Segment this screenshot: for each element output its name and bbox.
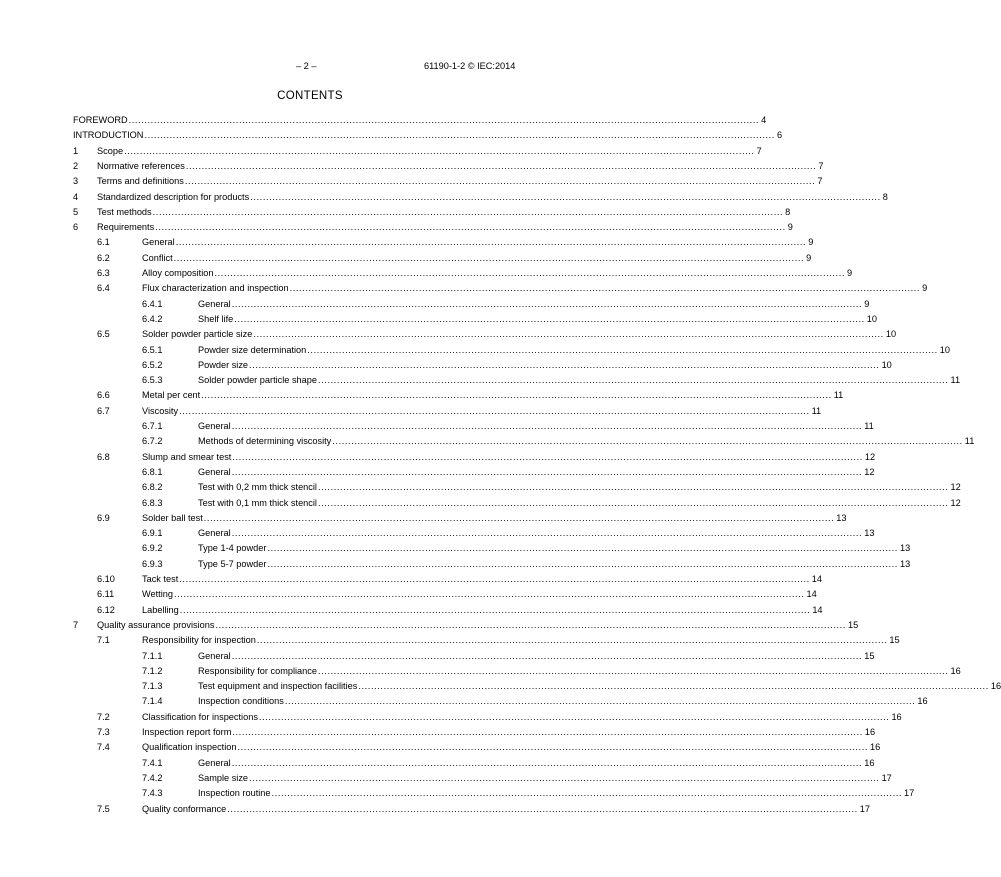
toc-entry[interactable] xyxy=(0,619,859,631)
toc-entry[interactable] xyxy=(0,389,844,401)
toc-entry-title: Responsibility for inspection xyxy=(142,635,256,646)
toc-entry-title: Conflict xyxy=(142,252,173,263)
toc-entry-number: 6.9.3 xyxy=(142,558,163,569)
toc-entry-page: 14 xyxy=(806,589,817,600)
toc-entry-title: Inspection report form xyxy=(142,727,232,737)
toc-entry[interactable] xyxy=(0,803,871,815)
toc-entry-page: 16 xyxy=(917,696,928,707)
toc-entry-title: Classification for inspections xyxy=(142,711,258,722)
toc-entry-number: 6.6 xyxy=(97,390,110,401)
toc-entry-number: 6.7 xyxy=(97,405,110,416)
document-identifier: 61190-1-2 © IEC:2014 xyxy=(424,61,516,71)
toc-entry-title: Test with 0,2 mm thick stencil xyxy=(198,482,317,493)
toc-entry[interactable] xyxy=(0,129,783,141)
toc-leader-dots: ........................................................................................................................................................................................................ xyxy=(128,115,760,125)
toc-entry-title: Quality conformance xyxy=(142,803,227,814)
toc-leader-dots: ........................................................................................................................................................................................................ xyxy=(307,344,938,355)
toc-entry[interactable] xyxy=(0,665,961,677)
toc-entry[interactable] xyxy=(0,420,874,432)
toc-entry-title: Labelling xyxy=(142,604,179,615)
toc-entry-number: 7.4.1 xyxy=(142,757,163,768)
toc-leader-dots: ........................................................................................................................................................................................................ xyxy=(152,206,784,217)
toc-entry-number: 6.1 xyxy=(97,237,110,248)
toc-entry-number: 6.4 xyxy=(97,283,110,294)
toc-entry-title: Test methods xyxy=(97,206,152,217)
toc-entry-page: 9 xyxy=(922,283,928,294)
toc-entry-number: 6.4.1 xyxy=(142,298,163,309)
toc-leader-dots: ........................................................................................................................................................................................................ xyxy=(124,145,755,156)
toc-entry-page: 10 xyxy=(885,329,897,340)
toc-entry-page: 9 xyxy=(787,222,793,233)
toc-entry-title: Alloy composition xyxy=(142,268,214,278)
toc-entry[interactable] xyxy=(0,741,881,753)
toc-entry-page: 16 xyxy=(950,665,961,676)
toc-entry-title: Methods of determining viscosity xyxy=(198,436,332,447)
toc-leader-dots: ........................................................................................................................................................................................................ xyxy=(237,742,868,753)
toc-entry-number: 7.1 xyxy=(97,635,110,646)
toc-entry[interactable] xyxy=(0,481,961,493)
toc-leader-dots: ........................................................................................................................................................................................................ xyxy=(317,665,949,676)
toc-entry[interactable] xyxy=(0,328,897,340)
toc-leader-dots: ........................................................................................................................................................................................................ xyxy=(155,222,786,233)
toc-entry-page: 7 xyxy=(817,176,823,187)
toc-leader-dots: ........................................................................................................................................................................................................ xyxy=(249,772,880,783)
toc-leader-dots: ........................................................................................................................................................................................................ xyxy=(256,635,888,646)
toc-leader-dots: ........................................................................................................................................................................................................ xyxy=(249,359,880,370)
toc-entry-title: Solder powder particle shape xyxy=(198,375,317,386)
toc-leader-dots: ........................................................................................................................................................................................................ xyxy=(267,558,898,569)
toc-entry[interactable] xyxy=(0,527,875,539)
toc-entry[interactable] xyxy=(0,175,823,187)
toc-leader-dots: ........................................................................................................................................................................................................ xyxy=(358,681,989,692)
toc-entry-number: 6.8.1 xyxy=(142,466,163,477)
toc-entry-page: 12 xyxy=(950,482,961,493)
toc-leader-dots: ........................................................................................................................................................................................................ xyxy=(232,727,863,737)
toc-entry-number: 7.3 xyxy=(97,727,110,737)
toc-entry[interactable] xyxy=(0,512,847,524)
toc-entry-page: 13 xyxy=(899,543,911,554)
toc-entry[interactable] xyxy=(0,145,762,157)
toc-entry-title: General xyxy=(198,298,231,309)
toc-entry[interactable] xyxy=(0,634,900,646)
toc-entry-number: 6.8.2 xyxy=(142,482,163,493)
toc-entry-title: Slump and smear test xyxy=(142,451,232,462)
toc-entry-number: 4 xyxy=(73,191,79,202)
toc-entry[interactable] xyxy=(0,680,1001,692)
toc-entry-page: 10 xyxy=(939,344,951,355)
toc-entry-number: 6.8.3 xyxy=(142,497,163,508)
toc-entry-number: 6.5.3 xyxy=(142,375,163,386)
toc-entry-page: 8 xyxy=(785,206,791,217)
toc-entry[interactable] xyxy=(0,359,892,371)
toc-entry[interactable] xyxy=(0,497,961,509)
toc-entry[interactable] xyxy=(0,344,951,356)
toc-entry-number: 5 xyxy=(73,206,79,217)
toc-entry-title: Normative references xyxy=(97,160,185,171)
toc-entry-number: 7.4.3 xyxy=(142,788,163,799)
toc-entry-title: Powder size xyxy=(198,359,249,370)
toc-entry-title: General xyxy=(198,650,231,661)
toc-entry-page: 11 xyxy=(964,436,975,447)
toc-entry-number: 6.9 xyxy=(97,512,110,523)
toc-entry-page: 4 xyxy=(761,115,767,125)
toc-entry-number: 6.3 xyxy=(97,268,110,278)
toc-entry[interactable] xyxy=(0,435,975,447)
toc-entry-number: 6.8 xyxy=(97,451,110,462)
toc-entry-title: Test with 0,1 mm thick stencil xyxy=(198,497,317,508)
toc-entry-title: Type 1-4 powder xyxy=(198,543,267,554)
toc-entry[interactable] xyxy=(0,772,892,784)
toc-leader-dots: ........................................................................................................................................................................................................ xyxy=(271,788,903,799)
toc-entry-page: 15 xyxy=(889,635,900,646)
toc-entry-page: 17 xyxy=(859,803,871,814)
toc-entry[interactable] xyxy=(0,298,870,310)
toc-entry-number: 7.4 xyxy=(97,742,110,753)
toc-entry[interactable] xyxy=(0,252,812,264)
toc-entry-page: 14 xyxy=(811,574,823,584)
contents-title: CONTENTS xyxy=(277,90,343,102)
toc-entry-number: 2 xyxy=(73,160,79,171)
toc-leader-dots: ........................................................................................................................................................................................................ xyxy=(214,268,846,278)
toc-entry-title: Type 5-7 powder xyxy=(198,558,267,569)
toc-leader-dots: ........................................................................................................................................................................................................ xyxy=(231,421,863,431)
toc-entry[interactable] xyxy=(0,650,875,662)
toc-entry-title: INTRODUCTION xyxy=(73,130,144,141)
toc-entry-number: 7.2 xyxy=(97,711,110,722)
toc-entry-title: Responsibility for compliance xyxy=(198,665,317,676)
toc-leader-dots: ........................................................................................................................................................................................................ xyxy=(227,803,858,814)
toc-entry-page: 10 xyxy=(881,359,892,370)
toc-entry-number: 7.5 xyxy=(97,803,110,814)
toc-entry-number: 6.7.1 xyxy=(142,421,163,431)
toc-entry[interactable] xyxy=(0,221,793,233)
toc-entry-title: General xyxy=(198,421,231,431)
toc-leader-dots: ........................................................................................................................................................................................................ xyxy=(173,589,805,600)
toc-entry-page: 11 xyxy=(950,375,961,386)
toc-entry-page: 11 xyxy=(864,421,874,431)
toc-entry-page: 8 xyxy=(882,191,888,202)
toc-entry[interactable] xyxy=(0,236,814,248)
toc-leader-dots: ........................................................................................................................................................................................................ xyxy=(173,252,805,263)
toc-entry[interactable] xyxy=(0,711,902,723)
toc-entry-number: 1 xyxy=(73,145,79,156)
toc-leader-dots: ........................................................................................................................................................................................................ xyxy=(317,482,949,493)
toc-leader-dots: ........................................................................................................................................................................................................ xyxy=(203,512,835,523)
toc-entry[interactable] xyxy=(0,114,767,126)
toc-entry-number: 3 xyxy=(73,176,79,187)
toc-entry-page: 11 xyxy=(811,405,822,416)
toc-entry[interactable] xyxy=(0,726,876,738)
toc-entry-page: 7 xyxy=(756,145,762,156)
toc-leader-dots: ........................................................................................................................................................................................................ xyxy=(232,451,863,462)
toc-leader-dots: ........................................................................................................................................................................................................ xyxy=(231,466,863,477)
toc-entry[interactable] xyxy=(0,588,817,600)
toc-leader-dots: ........................................................................................................................................................................................................ xyxy=(215,619,846,630)
toc-entry-number: 6.5.1 xyxy=(142,344,163,355)
toc-entry[interactable] xyxy=(0,451,876,463)
toc-entry-page: 11 xyxy=(833,390,844,401)
toc-leader-dots: ........................................................................................................................................................................................................ xyxy=(185,160,817,171)
toc-entry-page: 16 xyxy=(864,727,876,737)
toc-entry-page: 14 xyxy=(812,604,823,615)
toc-entry-title: Scope xyxy=(97,145,124,156)
toc-entry-number: 6.2 xyxy=(97,252,110,263)
toc-entry-title: Metal per cent xyxy=(142,390,201,401)
toc-entry-title: General xyxy=(198,466,231,477)
toc-entry-title: Inspection conditions xyxy=(198,696,284,707)
toc-entry-page: 9 xyxy=(808,237,814,248)
toc-entry-title: Wetting xyxy=(142,589,173,600)
toc-entry-page: 10 xyxy=(866,313,877,324)
toc-entry[interactable] xyxy=(0,573,823,585)
toc-entry-title: Inspection routine xyxy=(198,788,271,799)
toc-entry-number: 7.1.2 xyxy=(142,665,163,676)
toc-entry-title: Requirements xyxy=(97,222,155,233)
toc-leader-dots: ........................................................................................................................................................................................................ xyxy=(179,604,811,615)
toc-entry-title: Standardized description for products xyxy=(97,191,250,202)
toc-entry[interactable] xyxy=(0,405,822,417)
toc-entry-number: 6.9.1 xyxy=(142,528,163,539)
toc-entry-title: Terms and definitions xyxy=(97,176,184,187)
toc-entry[interactable] xyxy=(0,542,911,554)
toc-entry-number: 6.5 xyxy=(97,329,110,340)
toc-entry-number: 6.5.2 xyxy=(142,359,163,370)
toc-entry-page: 16 xyxy=(990,681,1001,692)
toc-entry-page: 12 xyxy=(864,466,875,477)
toc-entry[interactable] xyxy=(0,604,823,616)
toc-leader-dots: ........................................................................................................................................................................................................ xyxy=(253,329,884,340)
toc-entry-title: General xyxy=(198,528,231,539)
toc-entry-title: FOREWORD xyxy=(73,115,128,125)
toc-leader-dots: ........................................................................................................................................................................................................ xyxy=(318,375,949,386)
toc-leader-dots: ........................................................................................................................................................................................................ xyxy=(179,574,810,584)
toc-leader-dots: ........................................................................................................................................................................................................ xyxy=(317,497,949,508)
toc-entry-page: 16 xyxy=(864,757,875,768)
toc-entry-number: 6.7.2 xyxy=(142,436,163,447)
toc-leader-dots: ........................................................................................................................................................................................................ xyxy=(144,130,775,141)
toc-entry-title: General xyxy=(142,237,175,248)
toc-entry-page: 6 xyxy=(776,130,783,141)
toc-entry[interactable] xyxy=(0,757,875,769)
toc-entry-number: 6.11 xyxy=(97,589,115,600)
toc-entry[interactable] xyxy=(0,206,791,218)
toc-entry-page: 9 xyxy=(806,252,812,263)
toc-entry-page: 12 xyxy=(950,497,961,508)
toc-leader-dots: ........................................................................................................................................................................................................ xyxy=(258,711,890,722)
toc-leader-dots: ........................................................................................................................................................................................................ xyxy=(332,436,963,447)
toc-entry-page: 16 xyxy=(870,742,881,753)
toc-leader-dots: ........................................................................................................................................................................................................ xyxy=(175,237,807,248)
toc-entry-number: 7.4.2 xyxy=(142,772,163,783)
toc-entry[interactable] xyxy=(0,282,928,294)
toc-entry[interactable] xyxy=(0,313,877,325)
toc-entry-title: Flux characterization and inspection xyxy=(142,283,289,294)
toc-entry-title: Sample size xyxy=(198,772,249,783)
toc-entry-number: 6.10 xyxy=(97,574,115,584)
toc-entry-title: Solder ball test xyxy=(142,512,203,523)
toc-entry-number: 6.4.2 xyxy=(142,313,163,324)
toc-leader-dots: ........................................................................................................................................................................................................ xyxy=(284,696,916,707)
toc-entry-title: Qualification inspection xyxy=(142,742,237,753)
toc-entry[interactable] xyxy=(0,191,888,203)
toc-entry-title: Test equipment and inspection facilities xyxy=(198,681,358,692)
toc-entry-number: 6.12 xyxy=(97,604,115,615)
toc-leader-dots: ........................................................................................................................................................................................................ xyxy=(289,283,921,294)
toc-entry-number: 6.9.2 xyxy=(142,543,163,554)
toc-entry-number: 7.1.3 xyxy=(142,681,163,692)
toc-entry[interactable] xyxy=(0,787,915,799)
toc-entry-title: Tack test xyxy=(142,574,179,584)
toc-entry-page: 17 xyxy=(904,788,915,799)
toc-entry[interactable] xyxy=(0,695,928,707)
toc-entry-number: 7.1.1 xyxy=(142,650,163,661)
toc-entry-page: 17 xyxy=(881,772,892,783)
toc-entry[interactable] xyxy=(0,558,911,570)
page-number: – 2 – xyxy=(296,61,317,71)
toc-leader-dots: ........................................................................................................................................................................................................ xyxy=(250,191,881,202)
toc-entry-page: 15 xyxy=(847,619,859,630)
toc-leader-dots: ........................................................................................................................................................................................................ xyxy=(231,650,863,661)
toc-entry-page: 7 xyxy=(818,160,824,171)
toc-entry[interactable] xyxy=(0,466,875,478)
toc-entry-number: 7.1.4 xyxy=(142,696,163,707)
toc-entry-page: 12 xyxy=(864,451,876,462)
toc-entry-title: General xyxy=(198,757,231,768)
toc-entry-number: 6 xyxy=(73,222,79,233)
toc-entry-title: Shelf life xyxy=(198,313,234,324)
toc-leader-dots: ........................................................................................................................................................................................................ xyxy=(201,390,832,401)
toc-leader-dots: ........................................................................................................................................................................................................ xyxy=(234,313,865,324)
toc-entry-title: Quality assurance provisions xyxy=(97,619,215,630)
toc-entry-page: 13 xyxy=(864,528,875,539)
toc-entry-page: 9 xyxy=(847,268,853,278)
toc-entry-page: 9 xyxy=(864,298,870,309)
toc-entry-title: Solder powder particle size xyxy=(142,329,253,340)
toc-entry-page: 16 xyxy=(891,711,902,722)
toc-entry-page: 13 xyxy=(899,558,911,569)
toc-leader-dots: ........................................................................................................................................................................................................ xyxy=(179,405,810,416)
toc-leader-dots: ........................................................................................................................................................................................................ xyxy=(267,543,898,554)
toc-entry-title: Powder size determination xyxy=(198,344,307,355)
toc-entry-page: 13 xyxy=(836,512,847,523)
toc-leader-dots: ........................................................................................................................................................................................................ xyxy=(184,176,816,187)
toc-entry-number: 7 xyxy=(73,619,79,630)
toc-entry[interactable] xyxy=(0,267,853,279)
toc-leader-dots: ........................................................................................................................................................................................................ xyxy=(231,298,863,309)
toc-entry-title: Viscosity xyxy=(142,405,179,416)
toc-entry[interactable] xyxy=(0,374,961,386)
toc-entry-page: 15 xyxy=(864,650,875,661)
toc-entry[interactable] xyxy=(0,160,824,172)
toc-leader-dots: ........................................................................................................................................................................................................ xyxy=(231,528,863,539)
toc-leader-dots: ........................................................................................................................................................................................................ xyxy=(231,757,863,768)
